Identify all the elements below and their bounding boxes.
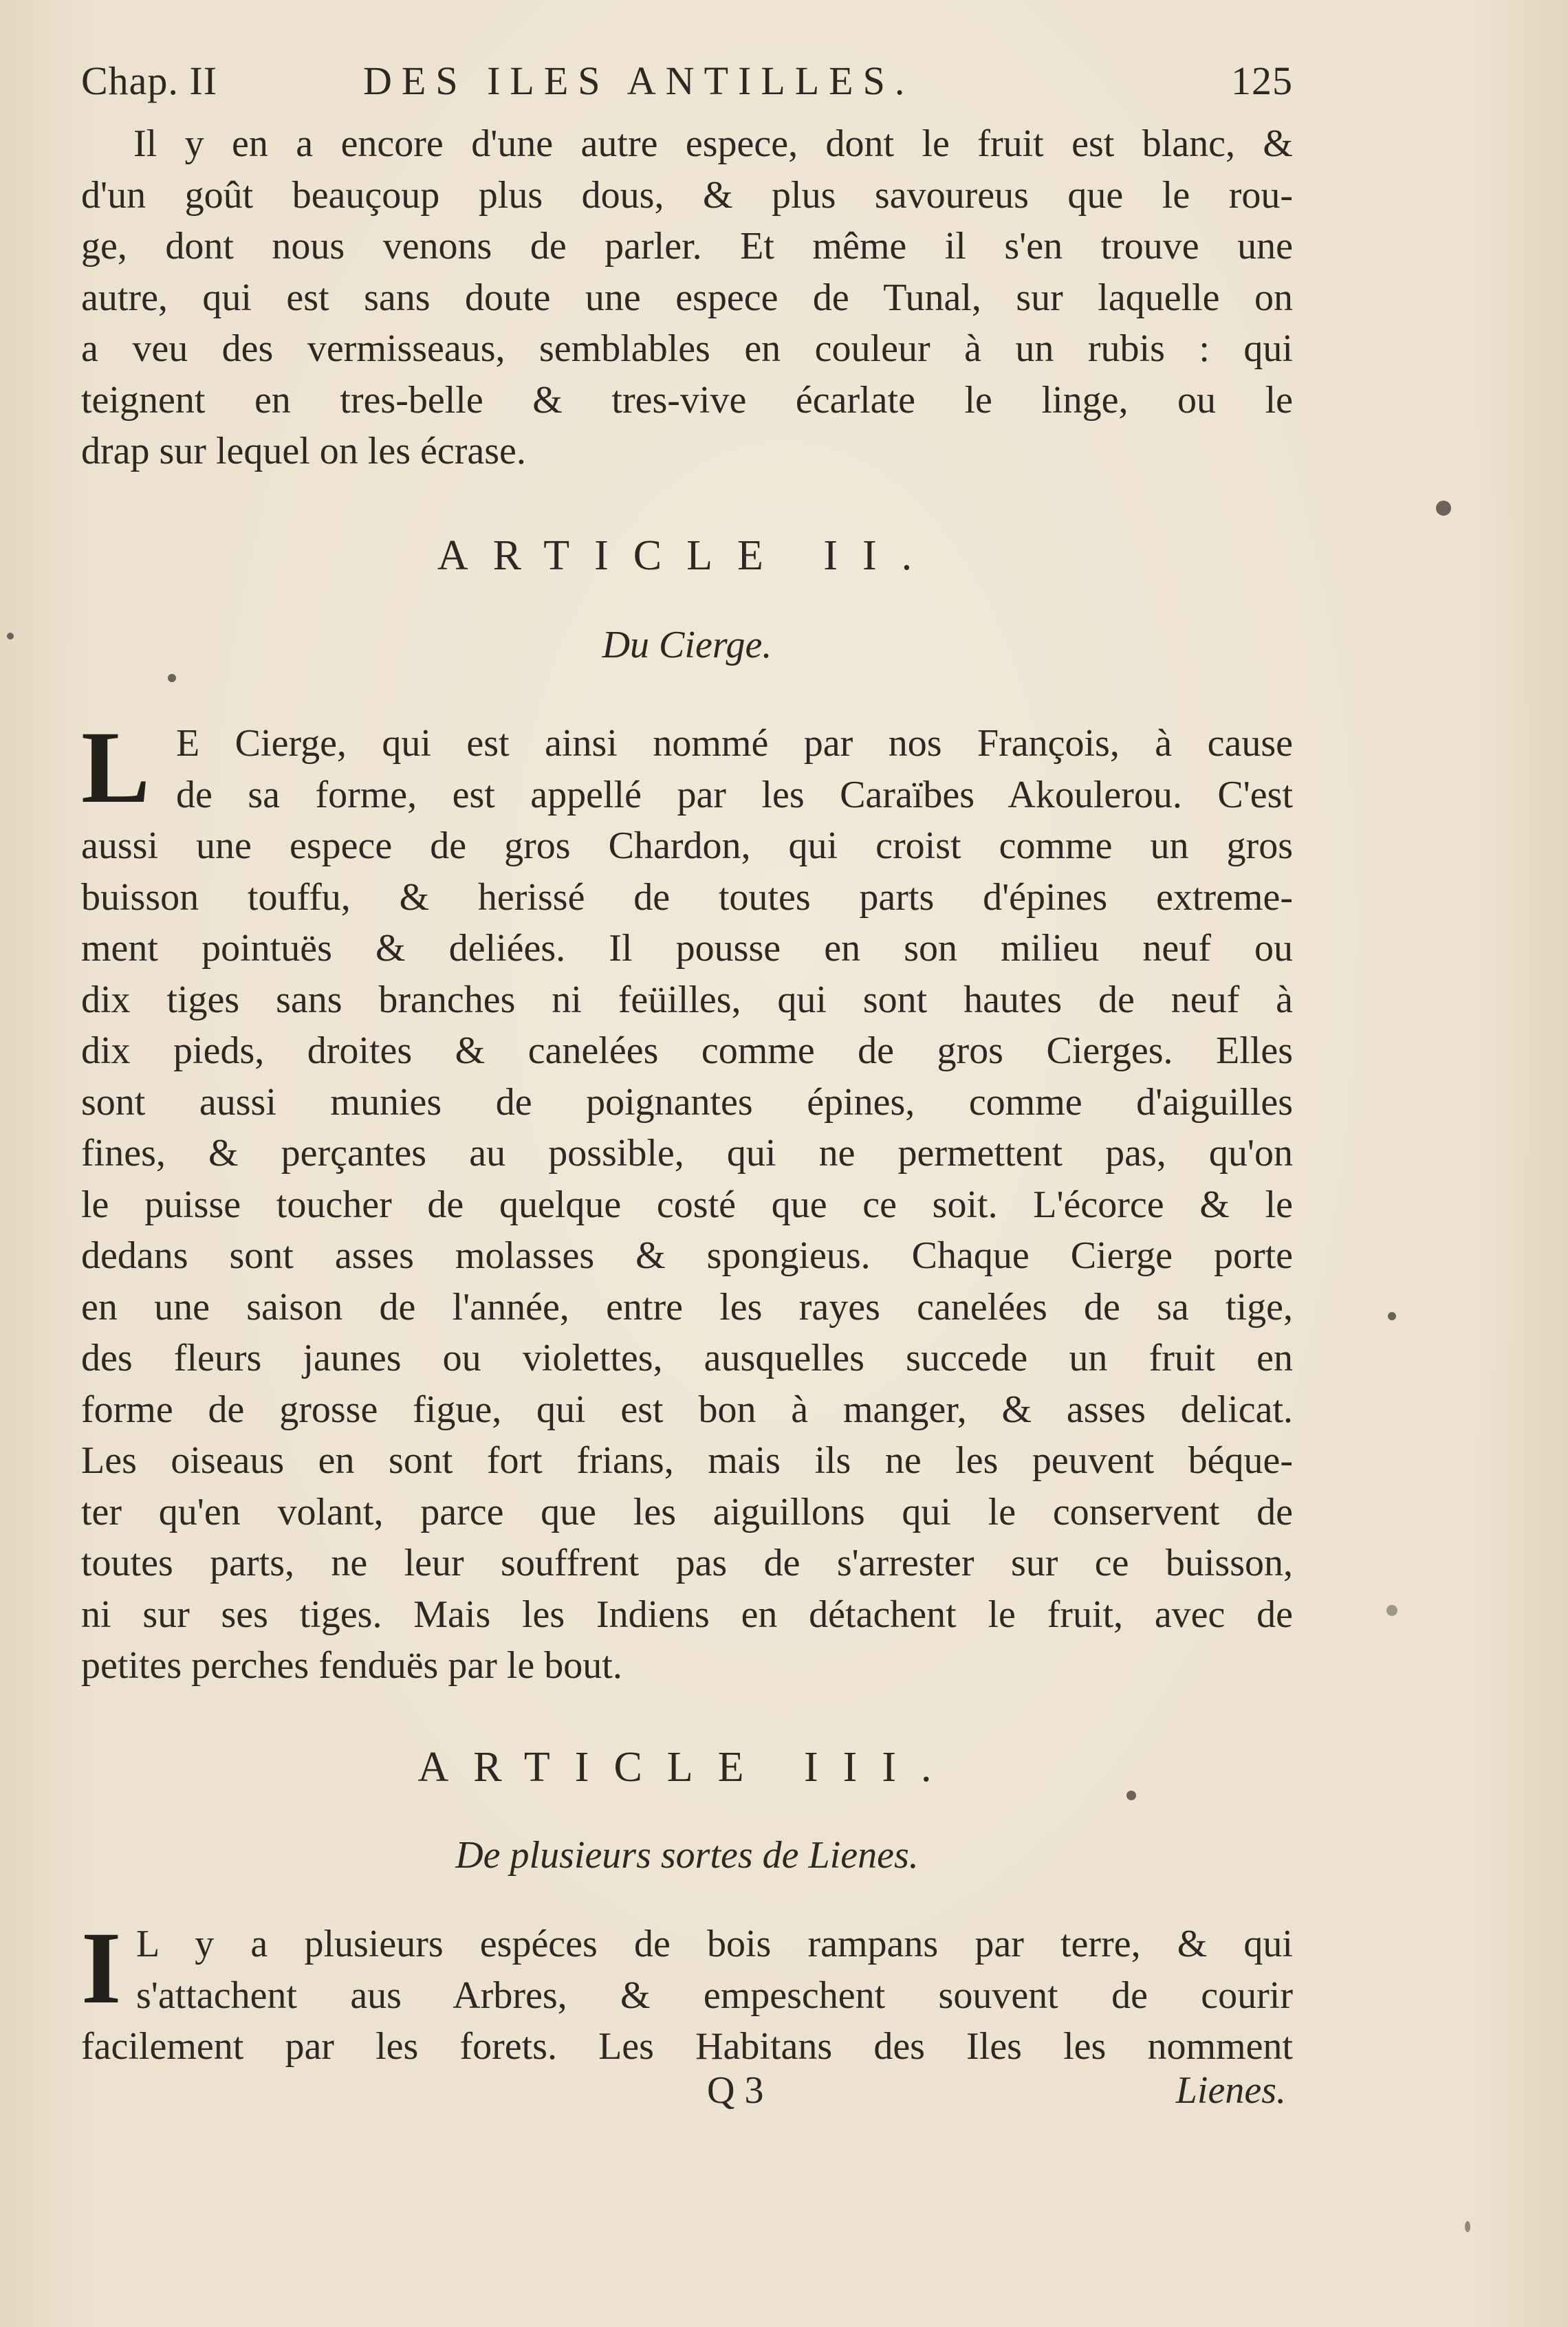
- intro-paragraph: [81, 118, 1293, 477]
- article-3-heading: ARTICLE III.: [417, 1744, 957, 1791]
- text-line: dix pieds, droites & canelées comme de gros Cierges. Elles: [81, 1029, 1293, 1072]
- drop-cap: I: [81, 1911, 122, 2025]
- chapter-label: Chap. II: [81, 58, 218, 103]
- ink-spot: [1436, 501, 1451, 516]
- text-line: des fleurs jaunes ou violettes, ausquelles succede un fruit en: [81, 1337, 1293, 1379]
- text-line: de sa forme, est appellé par les Caraïbes Akoulerou. C'est: [176, 773, 1293, 816]
- text-line: forme de grosse figue, qui est bon à manger, & asses delicat.: [81, 1388, 1293, 1431]
- text-line: L y a plusieurs espéces de bois rampans par terre, & qui: [136, 1923, 1293, 1965]
- text-line: ter qu'en volant, parce que les aiguillons qui le conservent de: [81, 1490, 1293, 1533]
- text-line: E Cierge, qui est ainsi nommé par nos François, à cause: [176, 722, 1293, 765]
- page-number: 125: [1231, 58, 1293, 103]
- ink-spot: [168, 674, 176, 682]
- text-line: a veu des vermisseaus, semblables en couleur à un rubis : qui: [81, 327, 1293, 370]
- book-title: DES ILES ANTILLES.: [363, 58, 915, 103]
- text-line: Les oiseaus en sont fort frians, mais ils ne les peuvent béque-: [81, 1439, 1293, 1482]
- signature-mark: Q 3: [707, 2069, 764, 2112]
- article-2-heading: ARTICLE II.: [437, 532, 937, 579]
- article-2-paragraph: [81, 710, 1293, 1692]
- text-line: dedans sont asses molasses & spongieus. Chaque Cierge porte: [81, 1234, 1293, 1277]
- ink-spot: [1465, 2221, 1470, 2232]
- text-line: d'un goût beauçoup plus dous, & plus savoureus que le rou-: [81, 173, 1293, 217]
- text-line: ment pointuës & deliées. Il pousse en son milieu neuf ou: [81, 927, 1293, 970]
- ink-spot: [1386, 1605, 1397, 1616]
- text-line: aussi une espece de gros Chardon, qui croist comme un gros: [81, 824, 1293, 867]
- text-line: fines, & perçantes au possible, qui ne permettent pas, qu'on: [81, 1132, 1293, 1175]
- text-line: sont aussi munies de poignantes épines, comme d'aiguilles: [81, 1080, 1293, 1124]
- text-line: dix tiges sans branches ni feüilles, qui sont hautes de neuf à: [81, 978, 1293, 1021]
- text-line: drap sur lequel on les écrase.: [81, 430, 526, 472]
- article-3-subtitle: De plusieurs sortes de Lienes.: [455, 1834, 919, 1877]
- ink-spot: [7, 633, 14, 640]
- text-line: le puisse toucher de quelque costé que ce soit. L'écorce & le: [81, 1183, 1293, 1226]
- text-line: petites perches fenduës par le bout.: [81, 1644, 622, 1687]
- catchword: Lienes.: [1175, 2069, 1286, 2112]
- drop-cap: L: [81, 710, 151, 824]
- running-head: [81, 54, 1293, 109]
- ink-spot: [1126, 1791, 1136, 1800]
- text-line: buisson touffu, & herissé de toutes parts d'épines extreme-: [81, 875, 1293, 919]
- text-line: Il y en a encore d'une autre espece, dont le fruit est blanc, &: [133, 122, 1293, 165]
- text-line: en une saison de l'année, entre les rayes canelées de sa tige,: [81, 1285, 1293, 1329]
- ink-spot: [1388, 1312, 1396, 1320]
- text-line: ni sur ses tiges. Mais les Indiens en détachent le fruit, avec de: [81, 1593, 1293, 1636]
- text-line: teignent en tres-belle & tres-vive écarlate le linge, ou le: [81, 378, 1293, 422]
- page-footer: [81, 2063, 1293, 2118]
- text-line: autre, qui est sans doute une espece de Tunal, sur laquelle on: [81, 276, 1293, 319]
- text-line: ge, dont nous venons de parler. Et même il s'en trouve une: [81, 225, 1293, 267]
- text-line: toutes parts, ne leur souffrent pas de s'arrester sur ce buisson,: [81, 1542, 1293, 1584]
- article-2-subtitle: Du Cierge.: [602, 624, 772, 666]
- text-line: facilement par les forets. Les Habitans des Iles les nomment: [81, 2025, 1293, 2068]
- article-3-paragraph: [81, 1911, 1293, 2073]
- text-line: s'attachent aus Arbres, & empeschent souvent de courir: [136, 1974, 1293, 2017]
